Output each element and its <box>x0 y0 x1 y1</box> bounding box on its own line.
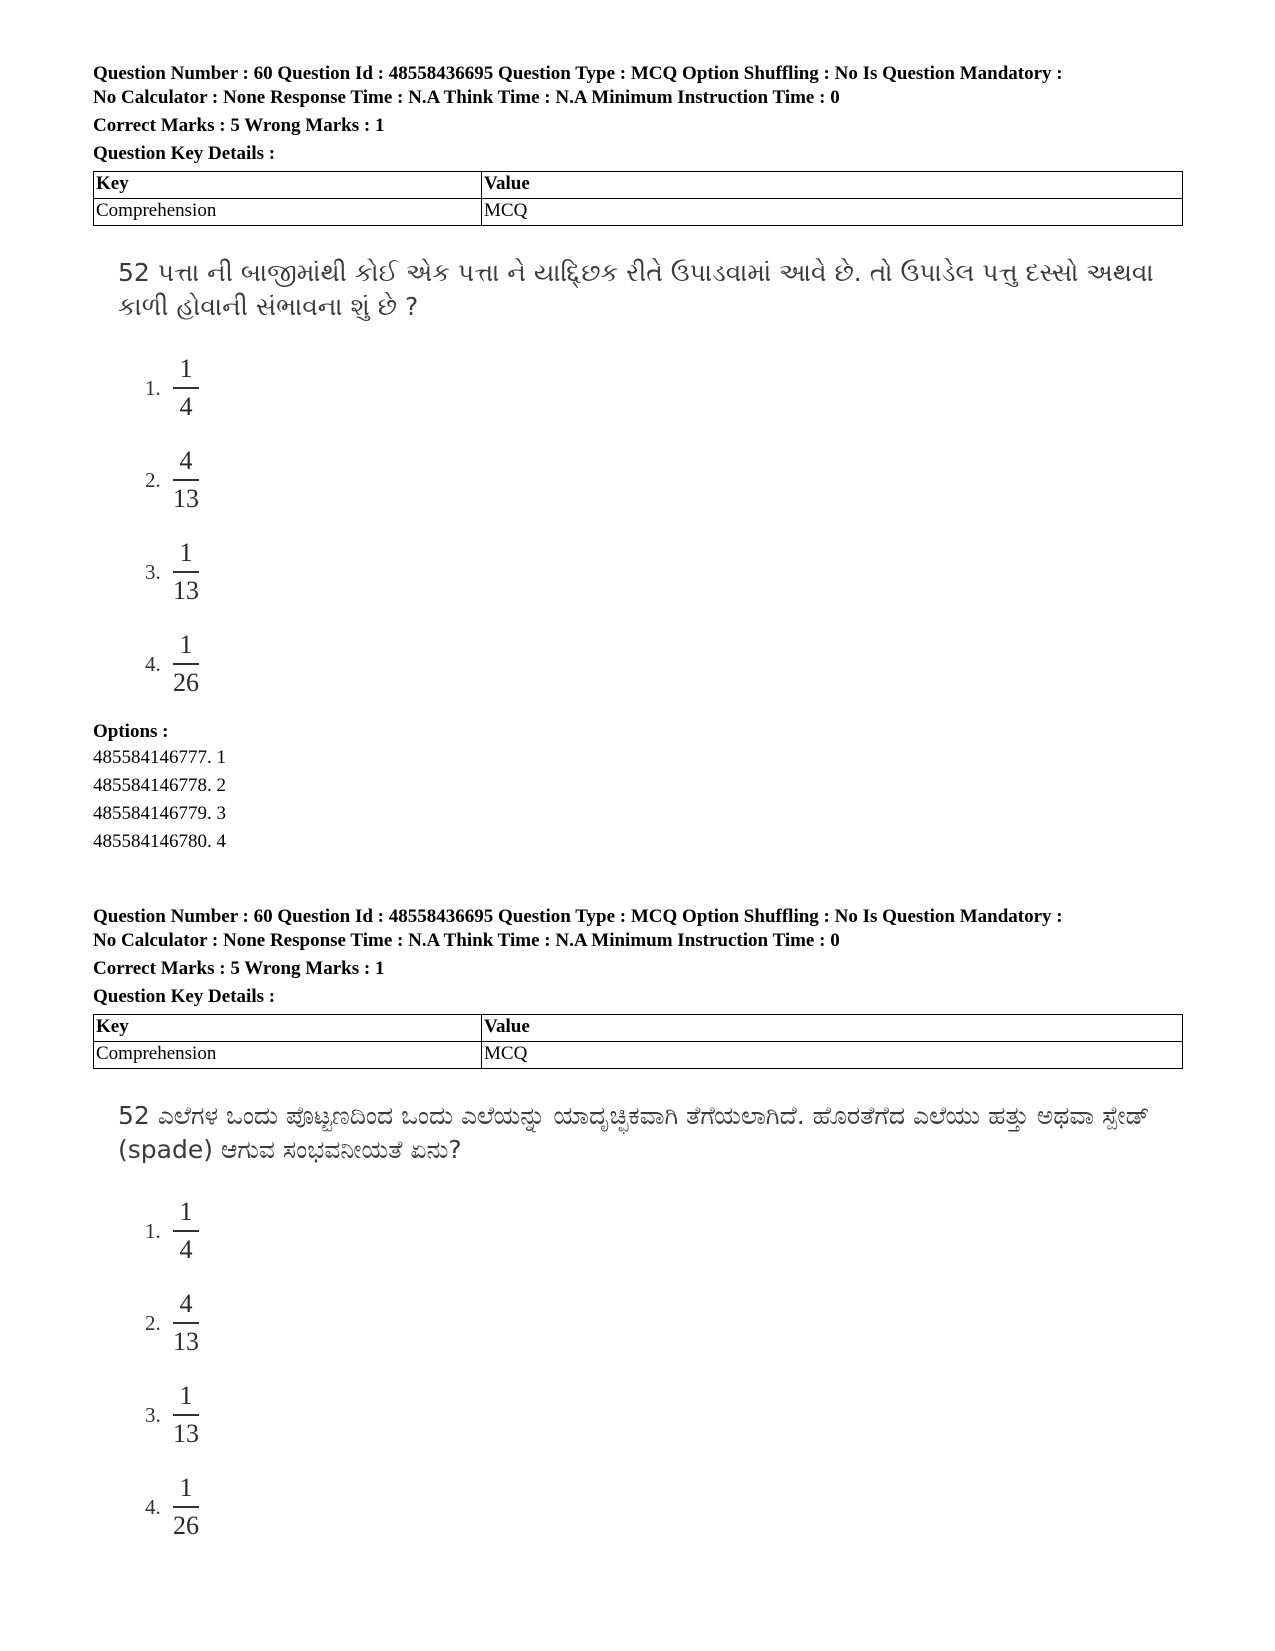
table-cell-value: MCQ <box>482 199 1183 226</box>
key-details-table <box>93 171 1183 226</box>
question-block-1 <box>93 62 1183 856</box>
fraction-denominator: 26 <box>173 667 199 697</box>
fraction-denominator: 13 <box>173 1326 199 1356</box>
key-details-label: Question Key Details : <box>93 986 276 1007</box>
choice-number: 1. <box>145 375 161 400</box>
fraction-denominator: 13 <box>173 483 199 513</box>
header-line-2: No Calculator : None Response Time : N.A Think Time : N.A Minimum Instruction Time : 0 <box>93 930 840 951</box>
key-details-table <box>93 1014 1183 1069</box>
fraction-denominator: 13 <box>173 575 199 605</box>
options-list <box>93 744 1183 856</box>
table-header-value: Value <box>482 172 1183 199</box>
fraction <box>173 630 199 698</box>
table-header-key: Key <box>94 1015 482 1042</box>
fraction-bar <box>173 1506 199 1508</box>
header-line-1: Question Number : 60 Question Id : 48558436695 Question Type : MCQ Option Shuffling : No Is Question Mandatory : <box>93 63 1063 84</box>
question-text: 52 પત્તા ની બાજીમાંથી કોઈ એક પત્તા ને યાદ્દ્છિક રીતે ઉપાડવામાં આવે છે. તો ઉપાડેલ પત્તુ દસ્સો અથવા કાળી હોવાની સંભાવના શું છે ? <box>118 258 1154 321</box>
marks-line: Correct Marks : 5 Wrong Marks : 1 <box>93 958 385 979</box>
header-line-1: Question Number : 60 Question Id : 48558436695 Question Type : MCQ Option Shuffling : No Is Question Mandatory : <box>93 906 1063 927</box>
option-item: 485584146778. 2 <box>93 775 226 796</box>
fraction-numerator: 4 <box>179 1289 193 1319</box>
answer-choices <box>145 342 1183 710</box>
fraction <box>173 1289 199 1357</box>
fraction-bar <box>173 387 199 389</box>
fraction <box>173 538 199 606</box>
fraction-numerator: 1 <box>179 1381 193 1411</box>
answer-choice <box>145 1461 1183 1553</box>
fraction-bar <box>173 571 199 573</box>
option-item: 485584146777. 1 <box>93 747 226 768</box>
fraction-numerator: 1 <box>179 630 193 660</box>
choice-number: 3. <box>145 559 161 584</box>
table-row <box>94 199 1183 226</box>
choice-number: 4. <box>145 651 161 676</box>
fraction-numerator: 1 <box>179 538 193 568</box>
answer-choice <box>145 618 1183 710</box>
choice-number: 2. <box>145 467 161 492</box>
answer-choice <box>145 1369 1183 1461</box>
answer-choice <box>145 434 1183 526</box>
fraction <box>173 446 199 514</box>
choice-number: 3. <box>145 1402 161 1427</box>
answer-choices <box>145 1185 1183 1553</box>
table-header-value: Value <box>482 1015 1183 1042</box>
question-header <box>93 905 1183 953</box>
choice-number: 4. <box>145 1494 161 1519</box>
options-label: Options : <box>93 721 169 742</box>
fraction-numerator: 1 <box>179 354 193 384</box>
table-cell-key: Comprehension <box>94 199 482 226</box>
key-details-label: Question Key Details : <box>93 143 276 164</box>
answer-choice <box>145 526 1183 618</box>
fraction-denominator: 4 <box>179 391 193 421</box>
fraction-bar <box>173 1322 199 1324</box>
fraction <box>173 1473 199 1541</box>
table-header-key: Key <box>94 172 482 199</box>
fraction-denominator: 4 <box>179 1234 193 1264</box>
answer-choice <box>145 1185 1183 1277</box>
option-item: 485584146779. 3 <box>93 803 226 824</box>
option-item: 485584146780. 4 <box>93 831 226 852</box>
marks-line: Correct Marks : 5 Wrong Marks : 1 <box>93 115 385 136</box>
table-header-row <box>94 1015 1183 1042</box>
table-cell-value: MCQ <box>482 1042 1183 1069</box>
table-cell-key: Comprehension <box>94 1042 482 1069</box>
table-row <box>94 1042 1183 1069</box>
fraction-bar <box>173 1230 199 1232</box>
fraction-bar <box>173 479 199 481</box>
choice-number: 2. <box>145 1310 161 1335</box>
fraction-bar <box>173 1414 199 1416</box>
fraction <box>173 1381 199 1449</box>
header-line-2: No Calculator : None Response Time : N.A Think Time : N.A Minimum Instruction Time : 0 <box>93 87 840 108</box>
question-block-2 <box>93 905 1183 1553</box>
fraction-numerator: 4 <box>179 446 193 476</box>
answer-choice <box>145 342 1183 434</box>
fraction-numerator: 1 <box>179 1473 193 1503</box>
answer-choice <box>145 1277 1183 1369</box>
fraction-denominator: 26 <box>173 1510 199 1540</box>
fraction <box>173 354 199 422</box>
question-text: 52 ಎಲೆಗಳ ಒಂದು ಪೊಟ್ಟಣದಿಂದ ಒಂದು ಎಲೆಯನ್ನು ಯಾದೃಚ್ಛಿಕವಾಗಿ ತೆಗೆಯಲಾಗಿದೆ. ಹೊರತೆಗೆದ ಎಲೆಯು ಹತ್ತು ಅಥವಾ ಸ್ಪೇಡ್ (spade) ಆಗುವ ಸಂಭವನೀಯತೆ ಏನು? <box>118 1101 1150 1164</box>
table-header-row <box>94 172 1183 199</box>
fraction-bar <box>173 663 199 665</box>
fraction-numerator: 1 <box>179 1197 193 1227</box>
choice-number: 1. <box>145 1218 161 1243</box>
fraction-denominator: 13 <box>173 1418 199 1448</box>
fraction <box>173 1197 199 1265</box>
question-header <box>93 62 1183 110</box>
